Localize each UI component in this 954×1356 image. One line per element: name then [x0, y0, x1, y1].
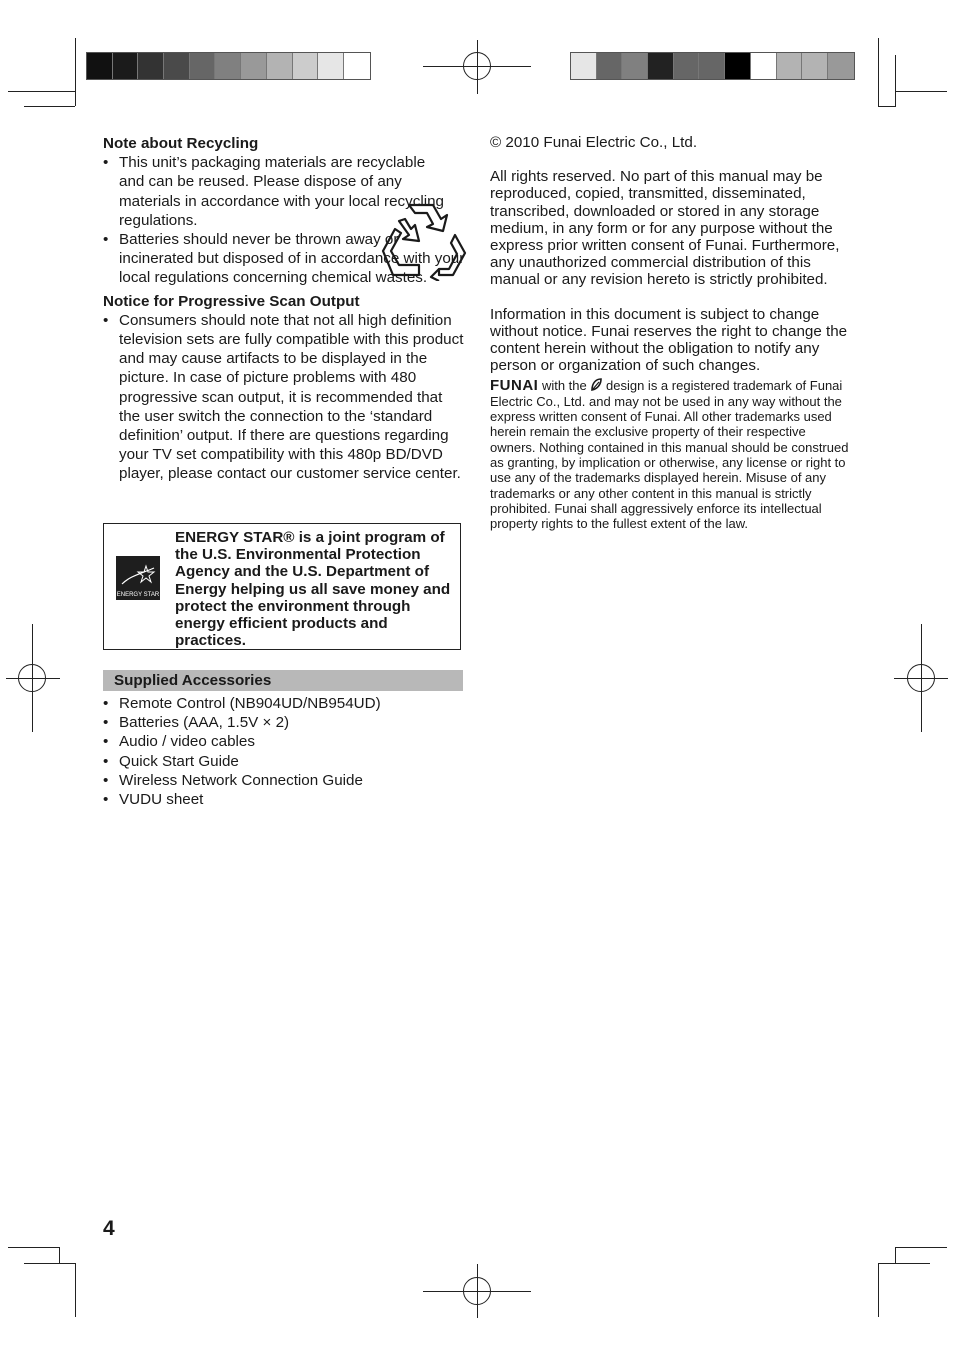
color-swatch [241, 53, 267, 79]
energy-star-text: ENERGY STAR® is a joint program of the U.S. Environmental Protection Agency and the U.S. Department of Energy helping us all save money and protect the environment through energy efficient products and practices. [175, 529, 451, 650]
trademark-with: with the [541, 378, 587, 394]
color-swatch [293, 53, 319, 79]
crop-mark [878, 106, 895, 107]
energy-logo-caption: ENERGY STAR [116, 592, 160, 598]
crop-mark [8, 1247, 60, 1248]
recycle-icon [381, 199, 467, 281]
rights-paragraph: All rights reserved. No part of this manual may be reproduced, copied, transmitted, disseminated, transcribed, downloaded or stored in any storage medium, in any form or for any purpose without the express prior written consent of Funai. Furthermore, any unauthorized commercial distribution of this manual or any revision hereto is strictly prohibited. [490, 168, 840, 289]
registration-line [477, 40, 478, 94]
crop-mark [895, 1247, 896, 1264]
info-paragraph: Information in this document is subject to change without notice. Funai reserves the right to change the content herein without the obligation to notify any person or organization of such changes. [490, 305, 848, 375]
color-swatch [828, 53, 854, 79]
crop-mark [895, 55, 896, 107]
crop-mark [24, 1263, 75, 1264]
trademark-rest: design is a registered trademark of Funai Electric Co., Ltd. and may not be used in any way without the express written consent of Funai. All other trademarks used herein remain the exclusive property of their respective owners. Nothing contained in this manual should be construed as granting, by implication or otherwise, any license or right to use any of the trademarks displayed herein. Misuse of any trademarks or any other content in this manual is strictly prohibited. Funai shall aggressively enforce its intellectual property rights to the fullest extent of the law. [490, 378, 849, 532]
crop-mark [8, 91, 75, 92]
color-swatch [699, 53, 725, 79]
progressive-item: Consumers should note that not all high definition television sets are fully compatible with this product and may cause artifacts to be displayed in the picture. In case of picture problems with 480 progressive scan output, it is recommended that the user switch the connection to the ‘standard definition’ output. If there are questions regarding your TV set compatibility with this 480p BD/DVD player, please contact our customer service center. [119, 311, 464, 483]
crop-mark [24, 106, 75, 107]
progressive-list [103, 311, 465, 484]
crop-mark [895, 1247, 947, 1248]
list-item [103, 311, 465, 484]
color-swatch [87, 53, 113, 79]
trademark-paragraph [490, 378, 852, 531]
page-number: 4 [103, 1217, 115, 1240]
crop-mark [878, 1263, 879, 1317]
funai-leaf-icon [590, 378, 602, 391]
energy-star-logo [116, 556, 160, 600]
recycling-item-2: Batteries should never be thrown away or incinerated but disposed of in accordance with your local regulations concerning chemical wastes. [119, 231, 465, 287]
color-swatch [318, 53, 344, 79]
color-swatch [190, 53, 216, 79]
crop-mark [75, 1263, 76, 1317]
color-swatch [571, 53, 597, 79]
accessory-item: • Batteries (AAA, 1.5V × 2) [103, 713, 463, 732]
color-bar-left [86, 52, 371, 80]
left-column [103, 134, 465, 484]
registration-line [477, 1264, 478, 1318]
color-swatch [267, 53, 293, 79]
color-swatch [138, 53, 164, 79]
color-swatch [622, 53, 648, 79]
funai-logo: FUNAI [490, 377, 539, 395]
crop-mark [878, 38, 879, 106]
color-swatch [674, 53, 700, 79]
color-swatch [725, 53, 751, 79]
recycling-section [103, 153, 465, 287]
crop-mark [878, 1263, 930, 1264]
color-swatch [648, 53, 674, 79]
accessory-item: • Remote Control (NB904UD/NB954UD) [103, 694, 463, 713]
recycling-item-1: • This unit’s packaging materials are recyclable and can be reused. Please dispose of any materials in accordance with your local recycling regulations. [119, 154, 444, 229]
color-swatch [777, 53, 803, 79]
accessory-item: • VUDU sheet [103, 790, 463, 809]
color-swatch [215, 53, 241, 79]
registration-line [921, 624, 922, 732]
progressive-heading: Notice for Progressive Scan Output [103, 292, 360, 310]
accessories-list [103, 694, 463, 809]
accessories-heading: Supplied Accessories [103, 670, 463, 691]
accessory-item: • Wireless Network Connection Guide [103, 771, 463, 790]
color-swatch [113, 53, 139, 79]
color-bar-right [570, 52, 855, 80]
crop-mark [75, 38, 76, 106]
color-swatch [802, 53, 828, 79]
right-column [490, 134, 852, 531]
crop-mark [895, 91, 947, 92]
color-swatch [344, 53, 370, 79]
energy-star-box [103, 523, 461, 650]
color-swatch [164, 53, 190, 79]
registration-line [6, 678, 60, 679]
accessory-item: • Audio / video cables [103, 732, 463, 751]
copyright-text: © 2010 Funai Electric Co., Ltd. [490, 134, 698, 151]
color-swatch [597, 53, 623, 79]
color-swatch [751, 53, 777, 79]
recycling-heading: Note about Recycling [103, 135, 259, 152]
accessory-item: • Quick Start Guide [103, 752, 463, 771]
registration-line [32, 624, 33, 732]
crop-mark [59, 1247, 60, 1264]
